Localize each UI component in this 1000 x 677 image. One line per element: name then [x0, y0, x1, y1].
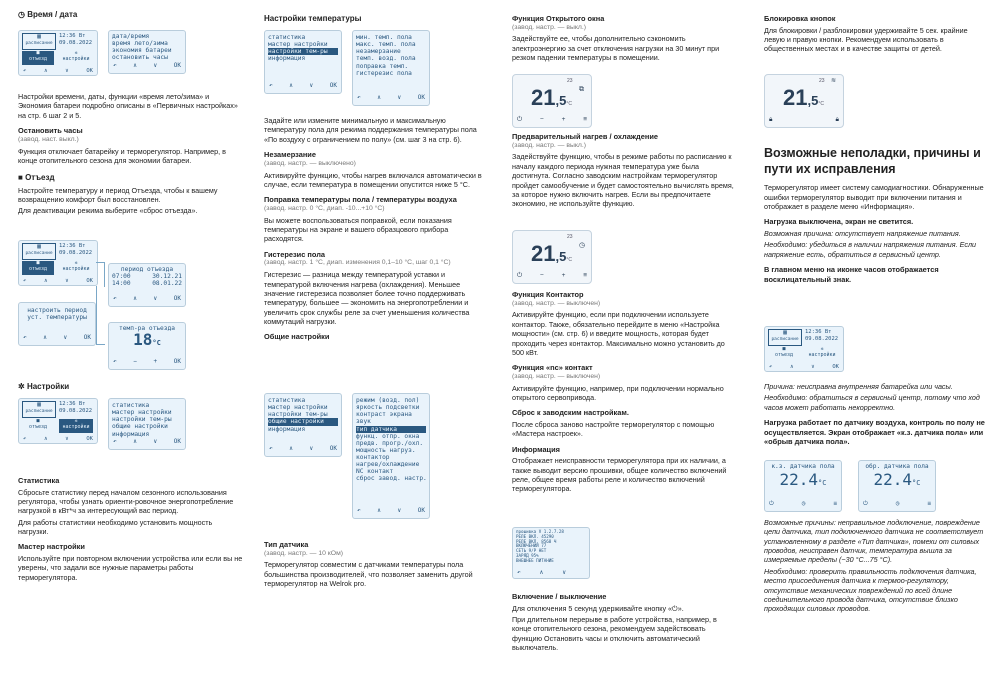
down-icon: ∨: [562, 569, 566, 577]
section-time-title: ◷ Время / дата: [18, 10, 78, 19]
down-icon: ∨: [309, 445, 314, 453]
ok-label: OK: [173, 358, 181, 366]
back-icon: ↶: [113, 295, 117, 303]
lcd-sensor-break: обр. датчика пола 22.4°C ⏻ ◷ ≡: [858, 460, 936, 512]
lcd-clock-error: ▦ расписание 12:36 Вт 09.08.2022 ■ отъезд ✲ настройки ↶ ∧ ∨ OK: [764, 326, 844, 372]
up-icon: ∧: [44, 277, 48, 284]
lcd-away-temp: темп-ра отъезда 18°C ↶ − + OK: [108, 322, 186, 370]
minus-icon: −: [539, 271, 544, 279]
lcd-set-period: настроить период уст. температуры ↶ ∧ ∨ OK: [18, 302, 96, 346]
lock-icon: 🔒︎: [769, 115, 773, 123]
back-icon: ↶: [113, 358, 117, 366]
suitcase-icon: ■: [782, 346, 786, 352]
ok-label: OK: [329, 82, 337, 90]
gear-icon: ✲: [74, 50, 78, 56]
back-icon: ↶: [269, 445, 273, 453]
back-icon: ↶: [23, 277, 27, 284]
up-icon: ∧: [289, 82, 293, 90]
clock-icon: ◷: [801, 500, 806, 508]
lcd-temp-menu: статистика мастер настройки настройки тем-ры информация ↶ ∧ ∨ OK: [264, 30, 342, 94]
ok-label: OK: [173, 438, 181, 446]
device-display-lock: 23 ≋ 21,5°C 🔒︎ 🔒︎: [764, 74, 844, 128]
suitcase-icon: ■: [36, 260, 40, 266]
calendar-icon: ▦: [37, 401, 41, 408]
back-icon: ↶: [113, 62, 117, 70]
lock-block: Блокировка кнопок Для блокировки / разблокировки удерживайте 5 сек. крайние левую и правую кнопки. Рекомендуем использовать в общественных местах и в качестве защиты от детей.: [764, 14, 968, 54]
menu-icon: ≡: [583, 271, 587, 279]
up-icon: ∧: [133, 438, 137, 446]
power-icon: ⏻: [863, 500, 868, 508]
window-block: Функция Открытого окна (завод. настр. — выкл.) Задействуйте ее, чтобы дополнительно сэкономить электроэнергию за счет отключения нагрузки на 30 минут при резком падении температуры в помещении.: [512, 14, 720, 63]
back-icon: ↶: [23, 435, 27, 442]
back-icon: ↶: [357, 507, 361, 515]
sensor-type-block: Тип датчика (завод. настр. — 10 кОм) Терморегулятор совместим с датчиками температуры пола большинства производителей, что позволяет заменить другой терморегулятор на Welrok pro.: [264, 540, 473, 589]
device-display-preheat: 23 ◷ 21,5°C ⏻ − + ≡: [512, 230, 592, 284]
column-1: [18, 10, 243, 20]
connector-line: [96, 286, 105, 345]
gear-icon: ✲: [18, 382, 25, 391]
gear-icon: ✲: [820, 346, 824, 352]
down-icon: ∨: [65, 67, 69, 74]
power-icon: ⏻: [517, 115, 523, 123]
section-settings-title: ✲ Настройки: [18, 382, 70, 391]
back-icon: ↶: [769, 363, 773, 370]
lcd-temp-items: мин. темп. пола макс. темп. пола незамерзание темп. возд. пола поправка темп. гистерезис пола ↶ ∧ ∨ OK: [352, 30, 430, 106]
stats-block: Статистика Сбросьте статистику перед началом сезонного использования регулятора, чтобы узнать ориенти-ровочное энергопотребление нагрузкой в кВт*ч за интересующий вас период. Для работы статистики необходимо установить мощность нагрузки. Мастер настройки Используйте при повторном включении устройства или если вы не уверены, что задали все нужные параметры работы терморегулятора.: [18, 476, 243, 582]
away-tile: ■ отъезд: [22, 51, 54, 65]
back-icon: ↶: [113, 438, 117, 446]
down-icon: ∨: [153, 62, 158, 70]
clock-error-block: Причина: неисправна внутренняя батарейка или часы. Необходимо: обратиться в сервисный центр, потому что ход часов может работать некорректно. Нагрузка работает по датчику воздуха, контроль по полу не осуществляется. Экран отображает «к.з. датчика пола» или «обрыв датчика пола».: [764, 382, 985, 447]
lcd-general-menu: статистика мастер настройки настройки тем-ры общие настройки информация ↶ ∧ ∨ OK: [264, 393, 342, 457]
menu-icon: ≡: [833, 500, 837, 508]
connector-line: [96, 262, 105, 287]
power-icon: ⏻: [517, 271, 523, 279]
contactor-block: Функция Контактор (завод. настр. — выключен) Активируйте функцию, если при подключении используете контактор. Также, обязательно перейдите в меню «Настройка мощности» (см. стр. 6) и введите мощность, которая будет проходить через контактор. Максимально можно установить до 500 кВт. Функция «nc» контакт (завод. настр. — выключен) Активируйте функцию, например, при подключении нормально открытого сервопривода. Сброс к заводским настройкам. После сброса заново настройте терморегулятор с помощью «Мастера настроек». Информация Отображает неисправности терморегулятора при их наличии, а также выводит версию прошивки, общее количество включений реле, общее время работы реле и количество включений терморегулятора.: [512, 290, 727, 494]
back-icon: ↶: [269, 82, 273, 90]
lcd-main-menu: ▦ расписание 12:36 Вт 09.08.2022 ■ отъезд ✲ настройки ↶ ∧ ∨ OK: [18, 30, 98, 76]
up-icon: ∧: [377, 94, 381, 102]
up-icon: ∧: [44, 435, 48, 442]
up-icon: ∧: [133, 62, 137, 70]
down-icon: ∨: [397, 94, 402, 102]
ok-label: OK: [329, 445, 337, 453]
calendar-icon: ▦: [783, 329, 787, 336]
minus-icon: −: [133, 358, 137, 366]
ok-label: OK: [83, 334, 91, 342]
down-icon: ∨: [153, 295, 158, 303]
ok-label: OK: [173, 62, 181, 70]
minus-icon: −: [539, 115, 544, 123]
up-icon: ∧: [539, 569, 544, 577]
down-icon: ∨: [63, 334, 68, 342]
lcd-settings-menu: статистика мастер настройки настройки тем-ры общие настройки информация ↶ ∧ ∨ OK: [108, 398, 186, 450]
menu-icon: ≡: [927, 500, 931, 508]
back-icon: ↶: [517, 569, 521, 577]
back-icon: ↶: [23, 334, 27, 342]
heat-icon: ≋: [831, 78, 837, 84]
down-icon: ∨: [309, 82, 314, 90]
up-icon: ∧: [44, 67, 48, 74]
temp-desc-block: Задайте или измените минимальную и максимальную температуру пола для режима поддержания температуры пола «По воздуху с ограничением по полу» (см. шаг 3 на стр. 6). Незамерзание (завод. настр. — выключено) Активируйте функцию, чтобы нагрев включался автоматически в случае, если температура в помещении опустится ниже 5 °С. Поправка температуры пола / температуры воздуха (завод. настр. 0 °С, диап. -10...+10 °С) Вы можете воспользоваться поправкой, если показания температуры на экране и вашего образцового прибора расходятся. Гистерезис пола (завод. настр. 1 °С, диап. изменения 0,1–10 °С, шаг 0,1 °С) Гистерезис — разница между температурой уставки и температурой включения нагрева (охлаждения). Меньшее значение гистерезиса позволяет более точно поддерживать температуру, большее — экономить на энергопотреблении и увеличить срок службы реле за счет уменьшения количества коммутаций нагрузки. Общие настройки: [264, 116, 482, 342]
device-display-window: 23 ⧉ 21,5°C ⏻ − + ≡: [512, 74, 592, 128]
power-block: Включение / выключение Для отключения 5 секунд удерживайте кнопку «⏻». При длительном перерыве в работе устройства, например, в конце отопительного сезона, рекомендуем задействовать функцию Остановить часы и отключить автоматический выключатель.: [512, 592, 717, 653]
up-icon: ∧: [133, 295, 137, 303]
lcd-time-menu: дата/время время лето/зима экономия батареи остановить часы ↶ ∧ ∨ OK: [108, 30, 186, 74]
down-icon: ∨: [811, 363, 815, 370]
lcd-away-period: период отъезда 07:00 30.12.21 14:00 08.01.22 ↶ ∧ ∨ OK: [108, 263, 186, 307]
calendar-icon: ▦: [37, 243, 41, 250]
lock-icon: 🔒︎: [835, 115, 839, 123]
time-desc-block: Настройки времени, даты, функции «время лето/зима» и Экономия батареи подробно описаны в «Первичных настройках» на стр. 6 шаг 2 и 5. Остановить часы (завод. наст. выкл.) Функция отключает батарейку и терморегулятор. Например, в конце отопительного сезона для экономии батареи. ■ Отъезд Настройте температуру и период Отъезда, чтобы к вашему возвращению комфорт был восстановлен. Для деактивации режима выберите «сброс отъезда».: [18, 90, 243, 218]
up-icon: ∧: [43, 334, 47, 342]
preheat-block: Предварительный нагрев / охлаждение (завод. настр. — выкл.) Задействуйте функцию, чтобы в режиме работы по расписанию к началу каждого периода нужная температура уже была достигнута. Согласно заводским настройкам терморегулятор пройдет самообучение и будет самостоятельно вычислять время, за которое нужно включить нагрев. Если вы предпочитаете экономию, не используйте функцию.: [512, 132, 734, 209]
suitcase-icon: ■: [36, 418, 40, 424]
open-window-icon: ⧉: [579, 86, 584, 93]
gear-icon: ✲: [74, 418, 78, 424]
sensor-error-block: Возможные причины: неправильное подключение, повреждение цепи датчика, тип подключенного датчика не соответствует установленному в разделе «Тип датчика», помехи от силовых проводов, неисправен датчик, температура вышла за измеряемые пределы (−30 °C...75 °C). Необходимо: проверить правильность подключения датчика, место присоединения датчика к термоо-регулятору, отсутствие механических повреждений по всей длине соединительного провода датчика, отсутствие близко проходящих силовых проводов.: [764, 518, 984, 614]
suitcase-icon: ■: [36, 50, 40, 56]
up-icon: ∧: [377, 507, 381, 515]
ok-label: OK: [173, 295, 181, 303]
gear-icon: ✲: [74, 260, 78, 266]
lcd-settings-main: ▦ расписание 12:36 Вт 09.08.2022 ■ отъезд ✲ настройки ↶ ∧ ∨ OK: [18, 398, 98, 444]
up-icon: ∧: [790, 363, 794, 370]
down-icon: ∨: [65, 435, 69, 442]
clock-icon: ◷: [18, 10, 25, 19]
back-icon: ↶: [23, 67, 27, 74]
clock-icon: ◷: [895, 500, 900, 508]
lcd-away-main: ▦ расписание 12:36 Вт 09.08.2022 ■ отъезд ✲ настройки ↶ ∧ ∨ OK: [18, 240, 98, 286]
menu-icon: ≡: [583, 115, 587, 123]
power-icon: ⏻: [769, 500, 774, 508]
plus-icon: +: [153, 358, 158, 366]
suitcase-icon: ■: [18, 173, 23, 183]
back-icon: ↶: [357, 94, 361, 102]
calendar-icon: ▦: [37, 33, 41, 40]
section-away-title: ■ Отъезд: [18, 173, 55, 183]
lcd-info: прошивка V 1.2.7.28 РЕЛЕ ВКЛ. 45290 РЕЛЕ ВКЛ. 8568 Ч ВКЛЮЧЕНИЙ 77 СЕТЬ 9/Р НЕТ ЗАРЯД 95% ВНЕШНЕЕ ПИТАНИЕ ↶ ∧ ∨: [512, 527, 590, 579]
down-icon: ∨: [65, 277, 69, 284]
faults-block: Возможные неполадки, причины и пути их исправления Терморегулятор имеет систему самодиагностики. Обнаруженные ошибки терморегулятор выводит при включении питания и отображает в разделе меню «Информация». Нагрузка выключена, экран не светится. Возможная причина: отсутствует напряжение питания. Необходимо: убедиться в наличии напряжения питания. Если напряжение есть, обратиться в сервисный центр. В главном меню на иконке часов отображается восклицательный знак.: [764, 146, 984, 284]
plus-icon: +: [561, 271, 566, 279]
settings-tile: ✲ настройки: [59, 51, 93, 65]
down-icon: ∨: [153, 438, 158, 446]
schedule-tile: ▦ расписание: [22, 33, 56, 50]
ok-label: OK: [417, 94, 425, 102]
plus-icon: +: [561, 115, 566, 123]
down-icon: ∨: [397, 507, 402, 515]
preheat-icon: ◷: [579, 242, 586, 249]
section-temp-title: Настройки температуры: [264, 14, 362, 23]
lcd-general-items: режим (возд. пол) яркость подсветки контраст экрана звук тип датчика функц. отпр. окна предв. прогр./охл. мощность нагруз. контактор нагрев/охлаждение NC контакт сброс завод. настр. ↶ ∧ ∨ OK: [352, 393, 430, 519]
up-icon: ∧: [289, 445, 293, 453]
lcd-sensor-short: к.з. датчика пола 22.4°C ⏻ ◷ ≡: [764, 460, 842, 512]
ok-label: OK: [417, 507, 425, 515]
